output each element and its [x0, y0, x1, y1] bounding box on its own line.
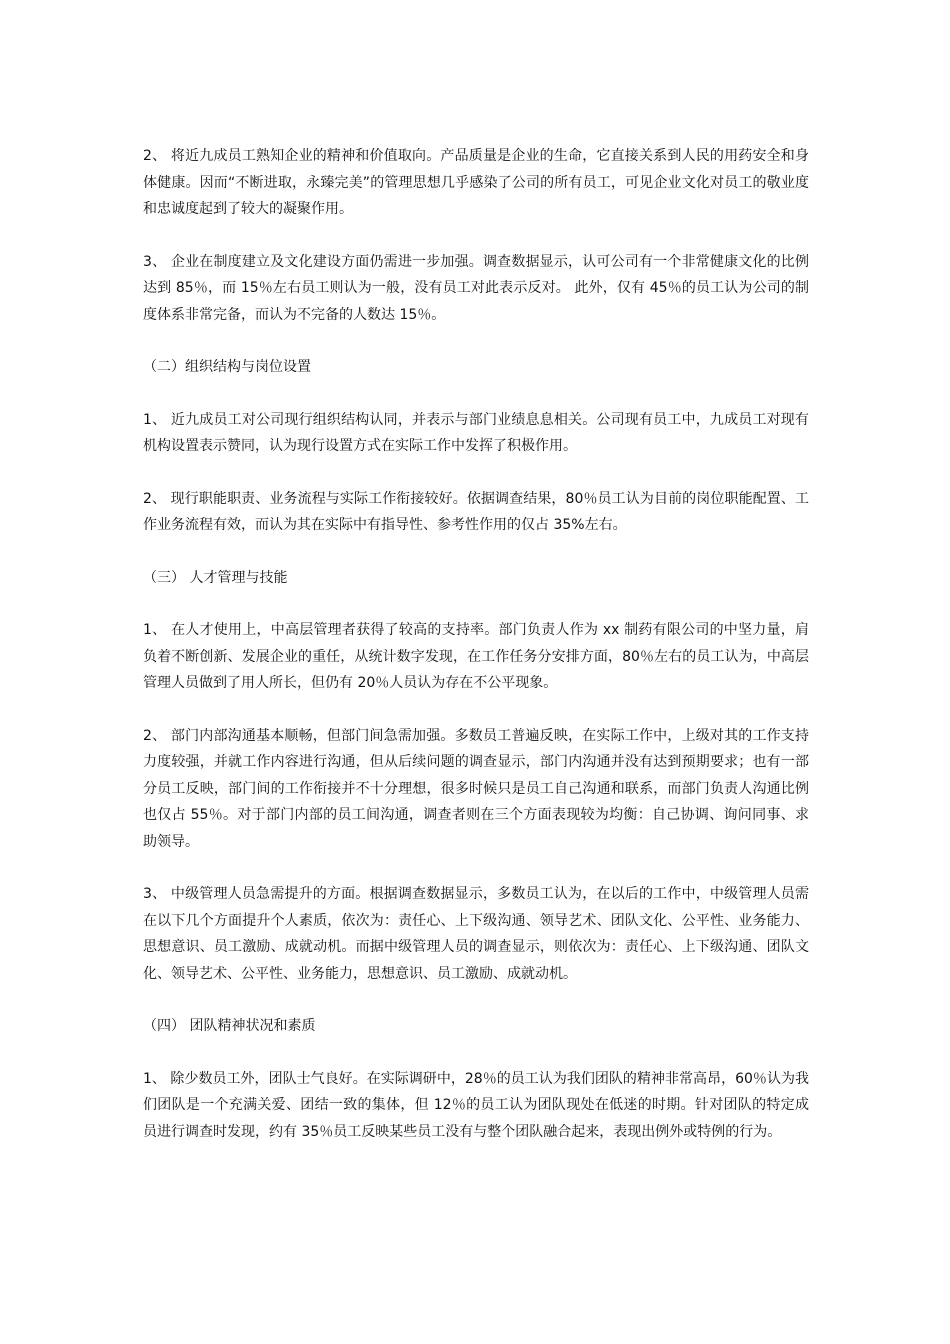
paragraph-team-morale: 1、 除少数员工外，团队士气良好。在实际调研中，28％的员工认为我们团队的精神非常高昂，60％认为我们团队是一个充满关爱、团结一致的集体，但 12％的员工认为团队现处在低迷的时期。针对团队的特定成员进行调查时发现，约有 35％员工反映某些员工没有与整个团队融合起来，表现出例外或特例的行为。: [143, 1070, 809, 1140]
paragraph-corporate-culture: 2、 将近九成员工熟知企业的精神和价值取向。产品质量是企业的生命，它直接关系到人民的用药安全和身体健康。因而“不断进取，永臻完美”的管理思想几乎感染了公司的所有员工，可见企业文化对员工的敬业度和忠诚度起到了较大的凝聚作用。: [143, 148, 809, 217]
paragraph-middle-managers: 3、 中级管理人员急需提升的方面。根据调查数据显示，多数员工认为，在以后的工作中，中级管理人员需在以下几个方面提升个人素质，依次为：责任心、上下级沟通、领导艺术、团队文化、公平性、业务能力、思想意识、员工激励、成就动机。而据中级管理人员的调查显示，则依次为：责任心、上下级沟通、团队文化、领导艺术、公平性、业务能力，思想意识、员工激励、成就动机。: [143, 886, 809, 982]
section-heading-team-spirit: （四） 团队精神状况和素质: [143, 1018, 316, 1034]
paragraph-job-functions: 2、 现行职能职责、业务流程与实际工作衔接较好。依据调查结果，80％员工认为目前的岗位职能配置、工作业务流程有效，而认为其在实际中有指导性、参考性作用的仅占 35%左右。: [143, 490, 809, 533]
section-heading-organization: （二）组织结构与岗位设置: [143, 359, 311, 375]
document-body: [143, 143, 809, 1145]
paragraph-org-structure: 1、 近九成员工对公司现行组织结构认同，并表示与部门业绩息息相关。公司现有员工中，九成员工对现有机构设置表示赞同，认为现行设置方式在实际工作中发挥了积极作用。: [143, 411, 809, 454]
section-heading-talent: （三） 人才管理与技能: [143, 569, 288, 586]
paragraph-system-building: 3、 企业在制度建立及文化建设方面仍需进一步加强。调查数据显示，认可公司有一个非常健康文化的比例达到 85％，而 15％左右员工则认为一般，没有员工对此表示反对。 此外，仅有 45％的员工认为公司的制度体系非常完备，而认为不完备的人数达 15％。: [143, 253, 809, 323]
paragraph-communication: 2、 部门内部沟通基本顺畅，但部门间急需加强。多数员工普遍反映，在实际工作中，上级对其的工作支持力度较强，并就工作内容进行沟通，但从后续问题的调查显示，部门内沟通并没有达到预期要求；也有一部分员工反映，部门间的工作衔接并不十分理想，很多时候只是员工自己沟通和联系，而部门负责人沟通比例也仅占 55％。对于部门内部的员工间沟通，调查者则在三个方面表现较为均衡：自己协调、询问同事、求助领导。: [143, 727, 809, 850]
paragraph-talent-use: 1、 在人才使用上，中高层管理者获得了较高的支持率。部门负责人作为 xx 制药有限公司的中坚力量，肩负着不断创新、发展企业的重任，从统计数字发现，在工作任务分安排方面，80％左右的员工认为，中高层管理人员做到了用人所长，但仍有 20％人员认为存在不公平现象。: [143, 622, 809, 691]
